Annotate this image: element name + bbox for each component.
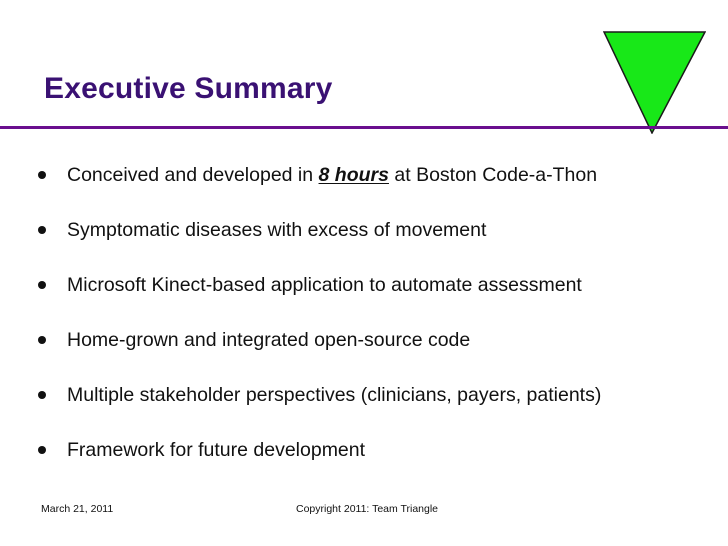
bullet-dot-icon	[38, 171, 46, 179]
bullet-item	[38, 325, 470, 355]
bullet-text: Microsoft Kinect-based application to automate assessment	[67, 273, 582, 296]
bullet-dot-icon	[38, 391, 46, 399]
bullet-item	[38, 380, 601, 410]
bullet-item	[38, 215, 486, 245]
bullet-item	[38, 435, 365, 465]
bullet-text	[67, 164, 597, 187]
bullet-dot-icon	[38, 446, 46, 454]
bullet-text: Framework for future development	[67, 438, 366, 461]
bullet-dot-icon	[38, 336, 46, 344]
bullet-text: Symptomatic diseases with excess of movement	[67, 218, 487, 241]
bullet-item	[38, 160, 597, 190]
bullet-text-after: at Boston Code-a-Thon	[388, 163, 598, 186]
footer-copyright: Copyright 2011: Team Triangle	[296, 503, 439, 515]
bullet-emphasis: 8 hours	[318, 163, 389, 186]
bullet-text-before: Conceived and developed in	[67, 163, 319, 186]
footer-date: March 21, 2011	[41, 503, 114, 515]
bullet-item	[38, 270, 582, 300]
bullet-text: Multiple stakeholder perspectives (clinicians, payers, patients)	[67, 383, 602, 406]
bullet-dot-icon	[38, 281, 46, 289]
bullet-dot-icon	[38, 226, 46, 234]
slide-title: Executive Summary	[44, 72, 333, 105]
bullet-text: Home-grown and integrated open-source code	[67, 328, 471, 351]
